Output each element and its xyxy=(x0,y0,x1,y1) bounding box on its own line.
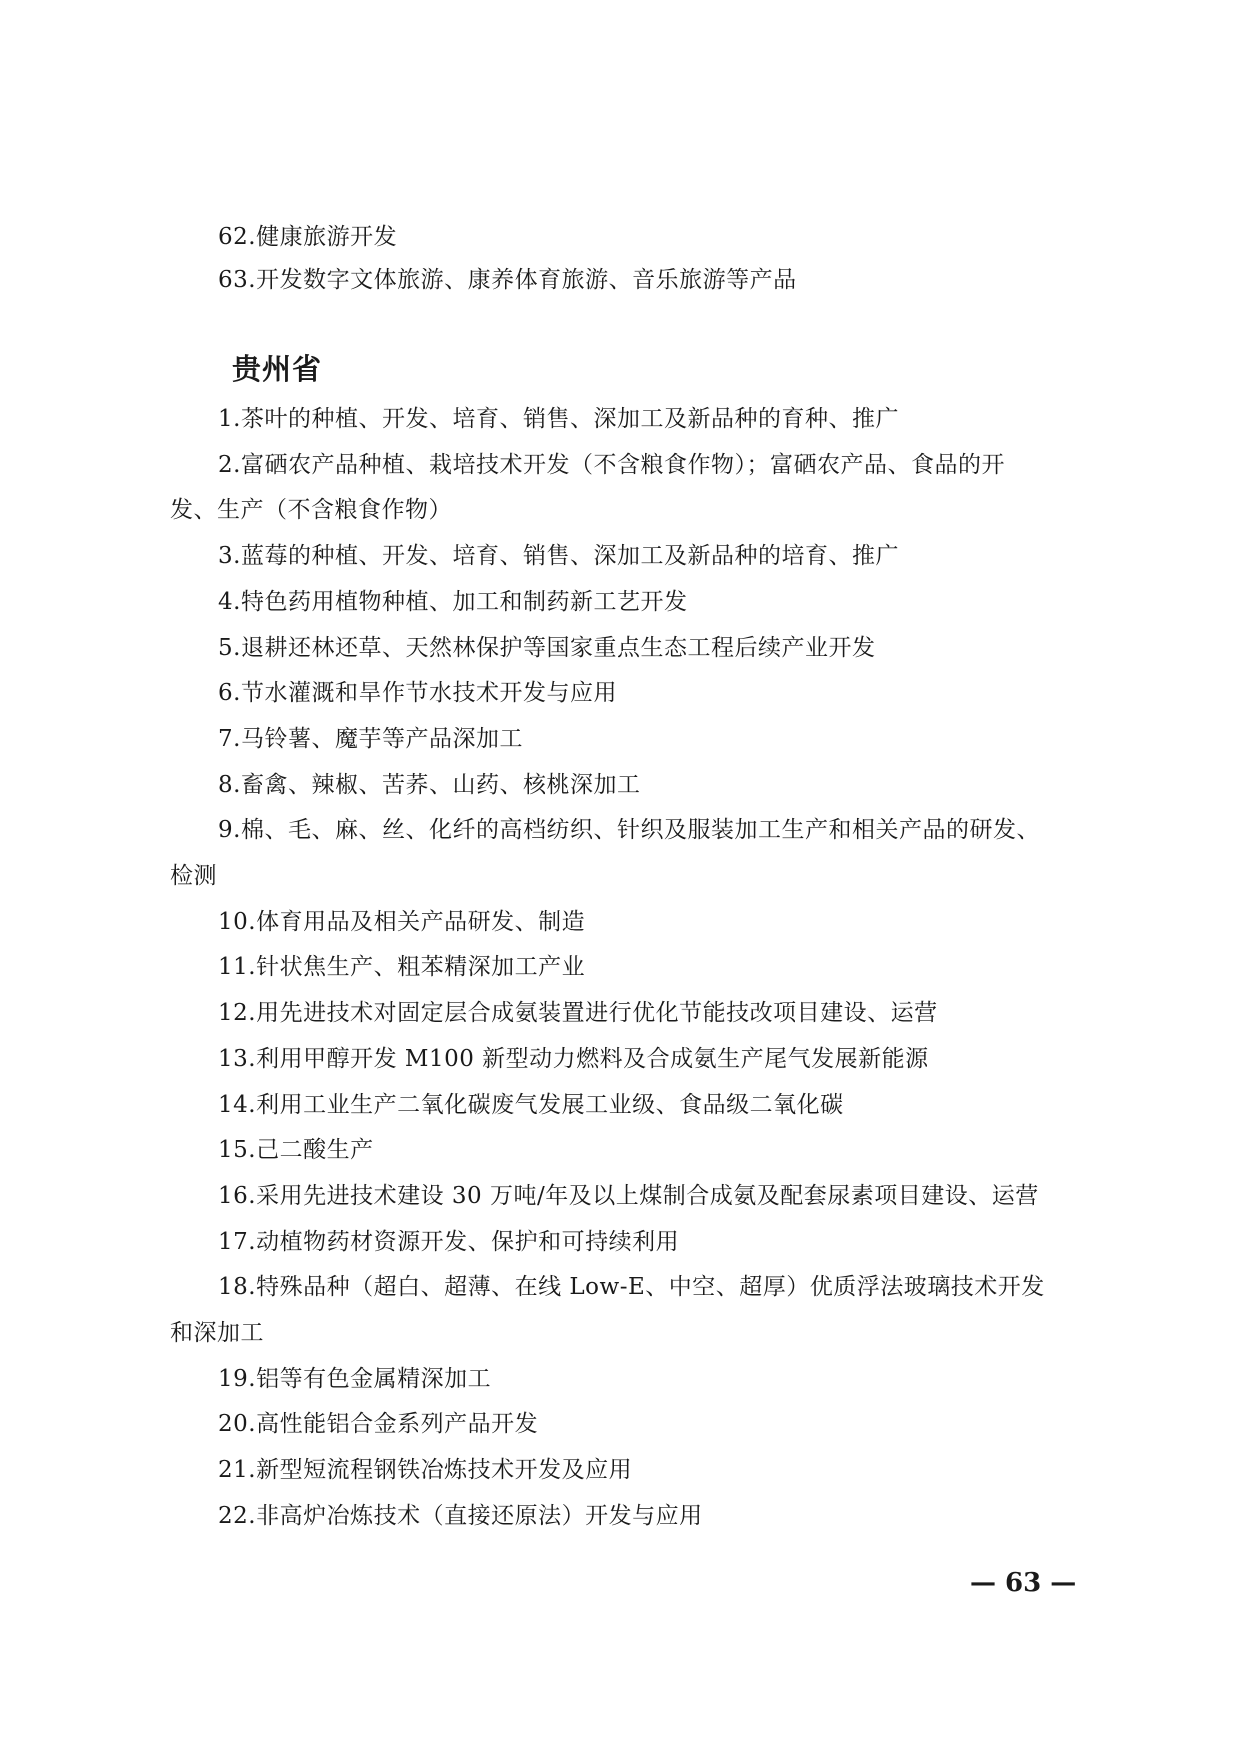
list-item: 9.棉、毛、麻、丝、化纤的高档纺织、针织及服装加工生产和相关产品的研发、 xyxy=(218,817,1040,844)
list-item: 7.马铃薯、魔芋等产品深加工 xyxy=(218,725,523,752)
list-item: 11.针状焦生产、粗苯精深加工产业 xyxy=(218,954,586,981)
list-item-continuation: 发、生产（不含粮食作物） xyxy=(170,497,452,524)
list-item: 12.用先进技术对固定层合成氨装置进行优化节能技改项目建设、运营 xyxy=(218,1000,938,1027)
list-item: 13.利用甲醇开发 M100 新型动力燃料及合成氨生产尾气发展新能源 xyxy=(218,1045,929,1072)
list-item: 16.采用先进技术建设 30 万吨/年及以上煤制合成氨及配套尿素项目建设、运营 xyxy=(218,1182,1039,1209)
list-item: 19.铝等有色金属精深加工 xyxy=(218,1365,492,1392)
list-item: 10.体育用品及相关产品研发、制造 xyxy=(218,908,586,935)
list-item: 5.退耕还林还草、天然林保护等国家重点生态工程后续产业开发 xyxy=(218,634,876,661)
list-item: 8.畜禽、辣椒、苦荞、山药、核桃深加工 xyxy=(218,771,641,798)
list-item-continuation: 和深加工 xyxy=(170,1320,264,1346)
list-item: 63.开发数字文体旅游、康养体育旅游、音乐旅游等产品 xyxy=(218,267,797,293)
list-item: 2.富硒农产品种植、栽培技术开发（不含粮食作物）；富硒农产品、食品的开 xyxy=(218,451,1005,478)
list-item: 14.利用工业生产二氧化碳废气发展工业级、食品级二氧化碳 xyxy=(218,1091,844,1118)
page-number: — 63 — xyxy=(970,1568,1077,1598)
list-item: 4.特色药用植物种植、加工和制药新工艺开发 xyxy=(218,588,688,615)
list-item: 22.非高炉冶炼技术（直接还原法）开发与应用 xyxy=(218,1502,703,1529)
list-item: 3.蓝莓的种植、开发、培育、销售、深加工及新品种的培育、推广 xyxy=(218,543,899,570)
list-item-continuation: 检测 xyxy=(170,863,217,889)
list-item: 6.节水灌溉和旱作节水技术开发与应用 xyxy=(218,680,617,707)
list-item: 17.动植物药材资源开发、保护和可持续利用 xyxy=(218,1228,680,1255)
list-item: 21.新型短流程钢铁冶炼技术开发及应用 xyxy=(218,1457,633,1484)
section-title: 贵州省 xyxy=(232,352,323,386)
list-item: 15.己二酸生产 xyxy=(218,1137,374,1164)
list-item: 18.特殊品种（超白、超薄、在线 Low-E、中空、超厚）优质浮法玻璃技术开发 xyxy=(218,1274,1045,1301)
list-item: 1.茶叶的种植、开发、培育、销售、深加工及新品种的育种、推广 xyxy=(218,406,899,432)
list-item: 20.高性能铝合金系列产品开发 xyxy=(218,1411,539,1438)
list-item: 62.健康旅游开发 xyxy=(218,224,398,250)
